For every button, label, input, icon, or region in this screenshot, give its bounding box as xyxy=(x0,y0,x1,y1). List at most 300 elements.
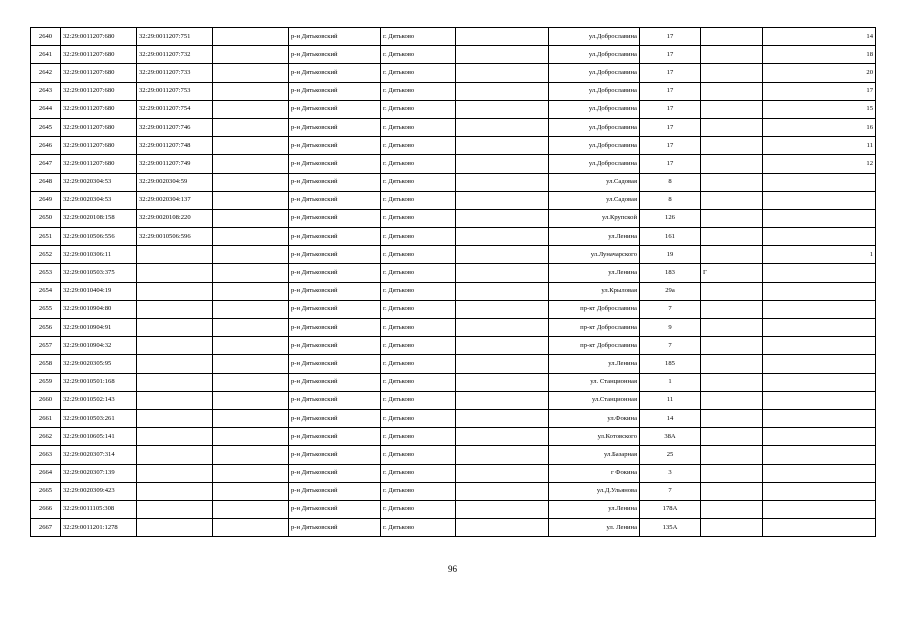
cell-building xyxy=(701,464,763,482)
cell-row-number: 2657 xyxy=(31,337,61,355)
cell-street: ул.Доброславина xyxy=(549,155,640,173)
cell-parent-cadastral-number: 32:29:0010904:80 xyxy=(61,300,137,318)
cell-district: р-н Дятьковский xyxy=(289,409,381,427)
table-row xyxy=(31,409,876,427)
cell-house-number: 17 xyxy=(640,46,701,64)
cell-building xyxy=(701,155,763,173)
cell-locality xyxy=(456,482,549,500)
cell-street: ул.Садовая xyxy=(549,173,640,191)
cell-extra-column xyxy=(213,118,289,136)
cell-locality xyxy=(456,100,549,118)
cell-district: р-н Дятьковский xyxy=(289,264,381,282)
cell-house-number: 8 xyxy=(640,191,701,209)
cell-city: г. Дятьково xyxy=(381,446,456,464)
table-row xyxy=(31,46,876,64)
cell-row-number: 2664 xyxy=(31,464,61,482)
cell-apartment xyxy=(763,355,876,373)
cell-house-number: 126 xyxy=(640,209,701,227)
table-row xyxy=(31,319,876,337)
cell-building xyxy=(701,228,763,246)
cell-building xyxy=(701,300,763,318)
cell-street: ул.Д.Ульянова xyxy=(549,482,640,500)
table-row xyxy=(31,155,876,173)
cell-building xyxy=(701,337,763,355)
cell-district: р-н Дятьковский xyxy=(289,446,381,464)
cell-cadastral-number: 32:29:0011207:753 xyxy=(137,82,213,100)
cell-row-number: 2641 xyxy=(31,46,61,64)
cell-locality xyxy=(456,64,549,82)
cell-parent-cadastral-number: 32:29:0011207:680 xyxy=(61,64,137,82)
cell-city: г. Дятьково xyxy=(381,46,456,64)
cell-district: р-н Дятьковский xyxy=(289,173,381,191)
cell-cadastral-number: 32:29:0011207:751 xyxy=(137,28,213,46)
cell-apartment: 18 xyxy=(763,46,876,64)
cell-city: г. Дятьково xyxy=(381,264,456,282)
table-row xyxy=(31,82,876,100)
cell-city: г. Дятьково xyxy=(381,28,456,46)
cell-street: ул.Луначарского xyxy=(549,246,640,264)
cell-extra-column xyxy=(213,246,289,264)
cell-extra-column xyxy=(213,28,289,46)
cell-apartment: 12 xyxy=(763,155,876,173)
cell-building xyxy=(701,355,763,373)
cell-house-number: 161 xyxy=(640,228,701,246)
cell-apartment xyxy=(763,519,876,537)
cell-district: р-н Дятьковский xyxy=(289,46,381,64)
cell-row-number: 2646 xyxy=(31,137,61,155)
cell-cadastral-number xyxy=(137,428,213,446)
cell-house-number: 17 xyxy=(640,64,701,82)
cell-locality xyxy=(456,282,549,300)
cell-extra-column xyxy=(213,264,289,282)
cell-cadastral-number xyxy=(137,464,213,482)
cell-apartment xyxy=(763,482,876,500)
table-row xyxy=(31,264,876,282)
cell-locality xyxy=(456,319,549,337)
cell-locality xyxy=(456,464,549,482)
cell-district: р-н Дятьковский xyxy=(289,118,381,136)
cell-apartment: 16 xyxy=(763,118,876,136)
cell-district: р-н Дятьковский xyxy=(289,500,381,518)
cell-cadastral-number xyxy=(137,373,213,391)
cell-house-number: 38А xyxy=(640,428,701,446)
table-row xyxy=(31,300,876,318)
cell-district: р-н Дятьковский xyxy=(289,373,381,391)
table-row xyxy=(31,464,876,482)
cell-city: г. Дятьково xyxy=(381,64,456,82)
cell-parent-cadastral-number: 32:29:0011105:308 xyxy=(61,500,137,518)
cell-parent-cadastral-number: 32:29:0011207:680 xyxy=(61,28,137,46)
cell-extra-column xyxy=(213,100,289,118)
cell-parent-cadastral-number: 32:29:0010506:556 xyxy=(61,228,137,246)
cell-parent-cadastral-number: 32:29:0020304:53 xyxy=(61,173,137,191)
cell-cadastral-number xyxy=(137,391,213,409)
cell-cadastral-number xyxy=(137,355,213,373)
cell-cadastral-number xyxy=(137,519,213,537)
cell-city: г. Дятьково xyxy=(381,409,456,427)
cell-house-number: 8 xyxy=(640,173,701,191)
cell-house-number: 17 xyxy=(640,28,701,46)
cell-city: г. Дятьково xyxy=(381,100,456,118)
cell-building xyxy=(701,118,763,136)
cell-district: р-н Дятьковский xyxy=(289,64,381,82)
table-row xyxy=(31,282,876,300)
cell-house-number: 7 xyxy=(640,300,701,318)
cell-cadastral-number: 32:29:0020304:137 xyxy=(137,191,213,209)
cell-house-number: 7 xyxy=(640,337,701,355)
cell-street: ул.Ленина xyxy=(549,264,640,282)
cell-parent-cadastral-number: 32:29:0010404:19 xyxy=(61,282,137,300)
cell-apartment xyxy=(763,173,876,191)
cell-house-number: 9 xyxy=(640,319,701,337)
cell-apartment: 17 xyxy=(763,82,876,100)
cell-parent-cadastral-number: 32:29:0020108:158 xyxy=(61,209,137,227)
cell-locality xyxy=(456,500,549,518)
cell-cadastral-number: 32:29:0011207:733 xyxy=(137,64,213,82)
cell-district: р-н Дятьковский xyxy=(289,300,381,318)
cell-locality xyxy=(456,137,549,155)
cell-cadastral-number: 32:29:0020304:59 xyxy=(137,173,213,191)
cell-extra-column xyxy=(213,319,289,337)
cell-parent-cadastral-number: 32:29:0011207:680 xyxy=(61,46,137,64)
cell-cadastral-number xyxy=(137,300,213,318)
cell-street: пр-кт Доброславина xyxy=(549,337,640,355)
cell-house-number: 11 xyxy=(640,391,701,409)
cell-apartment: 14 xyxy=(763,28,876,46)
cell-district: р-н Дятьковский xyxy=(289,137,381,155)
cell-locality xyxy=(456,446,549,464)
cell-street: ул.Станционная xyxy=(549,391,640,409)
table-body xyxy=(31,28,876,537)
cell-parent-cadastral-number: 32:29:0011207:680 xyxy=(61,155,137,173)
cell-extra-column xyxy=(213,46,289,64)
cell-extra-column xyxy=(213,209,289,227)
cell-parent-cadastral-number: 32:29:0020307:314 xyxy=(61,446,137,464)
cell-city: г. Дятьково xyxy=(381,118,456,136)
cell-street: ул.Базарная xyxy=(549,446,640,464)
cell-building xyxy=(701,82,763,100)
cell-street: ул.Доброславина xyxy=(549,118,640,136)
cell-building xyxy=(701,28,763,46)
cell-row-number: 2648 xyxy=(31,173,61,191)
table-row xyxy=(31,191,876,209)
cell-cadastral-number xyxy=(137,500,213,518)
cell-apartment xyxy=(763,409,876,427)
cell-building xyxy=(701,246,763,264)
table-row xyxy=(31,137,876,155)
cell-street: ул.Ленина xyxy=(549,355,640,373)
cell-district: р-н Дятьковский xyxy=(289,482,381,500)
cell-house-number: 183 xyxy=(640,264,701,282)
cell-house-number: 17 xyxy=(640,82,701,100)
cell-building xyxy=(701,519,763,537)
cell-locality xyxy=(456,246,549,264)
cell-house-number: 185 xyxy=(640,355,701,373)
cell-house-number: 17 xyxy=(640,137,701,155)
cell-extra-column xyxy=(213,300,289,318)
cell-locality xyxy=(456,28,549,46)
cell-parent-cadastral-number: 32:29:0020304:53 xyxy=(61,191,137,209)
cell-building xyxy=(701,319,763,337)
cell-extra-column xyxy=(213,500,289,518)
cell-building xyxy=(701,173,763,191)
cell-cadastral-number: 32:29:0011207:748 xyxy=(137,137,213,155)
cell-locality xyxy=(456,191,549,209)
cell-row-number: 2662 xyxy=(31,428,61,446)
cell-parent-cadastral-number: 32:29:0010904:91 xyxy=(61,319,137,337)
cell-city: г. Дятьково xyxy=(381,391,456,409)
cell-house-number: 3 xyxy=(640,464,701,482)
cell-house-number: 19 xyxy=(640,246,701,264)
cell-row-number: 2647 xyxy=(31,155,61,173)
cell-apartment xyxy=(763,446,876,464)
cell-city: г. Дятьково xyxy=(381,228,456,246)
cell-apartment xyxy=(763,373,876,391)
cell-house-number: 17 xyxy=(640,118,701,136)
cell-cadastral-number xyxy=(137,337,213,355)
cell-district: р-н Дятьковский xyxy=(289,82,381,100)
cell-apartment xyxy=(763,500,876,518)
table-row xyxy=(31,519,876,537)
cell-district: р-н Дятьковский xyxy=(289,428,381,446)
cell-street: ул. Станционная xyxy=(549,373,640,391)
cell-row-number: 2644 xyxy=(31,100,61,118)
cell-building xyxy=(701,500,763,518)
table-row xyxy=(31,373,876,391)
cell-street: ул.Доброславина xyxy=(549,64,640,82)
cell-street: ул.Доброславина xyxy=(549,28,640,46)
cell-district: р-н Дятьковский xyxy=(289,355,381,373)
cell-city: г. Дятьково xyxy=(381,464,456,482)
cell-building xyxy=(701,64,763,82)
cell-apartment xyxy=(763,191,876,209)
cell-street: ул.Котовского xyxy=(549,428,640,446)
cell-parent-cadastral-number: 32:29:0010306:11 xyxy=(61,246,137,264)
cell-row-number: 2650 xyxy=(31,209,61,227)
cell-cadastral-number xyxy=(137,282,213,300)
cell-locality xyxy=(456,82,549,100)
cell-district: р-н Дятьковский xyxy=(289,519,381,537)
cell-city: г. Дятьково xyxy=(381,428,456,446)
cell-district: р-н Дятьковский xyxy=(289,337,381,355)
cell-building xyxy=(701,446,763,464)
cell-cadastral-number: 32:29:0011207:754 xyxy=(137,100,213,118)
cell-street: ул.Крыловая xyxy=(549,282,640,300)
cell-locality xyxy=(456,355,549,373)
cell-locality xyxy=(456,155,549,173)
cell-locality xyxy=(456,228,549,246)
cell-district: р-н Дятьковский xyxy=(289,191,381,209)
cell-extra-column xyxy=(213,337,289,355)
cell-district: р-н Дятьковский xyxy=(289,28,381,46)
table-row xyxy=(31,428,876,446)
cell-parent-cadastral-number: 32:29:0011207:680 xyxy=(61,100,137,118)
cell-city: г. Дятьково xyxy=(381,500,456,518)
cell-district: р-н Дятьковский xyxy=(289,155,381,173)
cell-parent-cadastral-number: 32:29:0010503:261 xyxy=(61,409,137,427)
cell-locality xyxy=(456,46,549,64)
cell-parent-cadastral-number: 32:29:0010904:32 xyxy=(61,337,137,355)
cell-house-number: 14 xyxy=(640,409,701,427)
cell-locality xyxy=(456,519,549,537)
table-row xyxy=(31,337,876,355)
table-row xyxy=(31,118,876,136)
cell-district: р-н Дятьковский xyxy=(289,391,381,409)
cell-district: р-н Дятьковский xyxy=(289,464,381,482)
cell-city: г. Дятьково xyxy=(381,355,456,373)
table-row xyxy=(31,100,876,118)
cell-parent-cadastral-number: 32:29:0011207:680 xyxy=(61,82,137,100)
cell-cadastral-number xyxy=(137,409,213,427)
cell-cadastral-number: 32:29:0020108:220 xyxy=(137,209,213,227)
cell-row-number: 2653 xyxy=(31,264,61,282)
cell-house-number: 135А xyxy=(640,519,701,537)
cell-cadastral-number: 32:29:0011207:732 xyxy=(137,46,213,64)
cell-building xyxy=(701,282,763,300)
table-row xyxy=(31,64,876,82)
cell-parent-cadastral-number: 32:29:0011207:680 xyxy=(61,137,137,155)
cell-apartment: 20 xyxy=(763,64,876,82)
cell-street: ул.Ленина xyxy=(549,228,640,246)
cell-street: ул. Ленина xyxy=(549,519,640,537)
table-row xyxy=(31,355,876,373)
cell-extra-column xyxy=(213,64,289,82)
cell-street: ул.Доброславина xyxy=(549,137,640,155)
cell-parent-cadastral-number: 32:29:0010503:375 xyxy=(61,264,137,282)
cell-extra-column xyxy=(213,482,289,500)
cell-apartment: 11 xyxy=(763,137,876,155)
cell-row-number: 2652 xyxy=(31,246,61,264)
cell-apartment: 15 xyxy=(763,100,876,118)
cell-city: г. Дятьково xyxy=(381,319,456,337)
cell-building xyxy=(701,391,763,409)
cell-row-number: 2661 xyxy=(31,409,61,427)
cell-parent-cadastral-number: 32:29:0010501:168 xyxy=(61,373,137,391)
cell-building: Г xyxy=(701,264,763,282)
cell-house-number: 1 xyxy=(640,373,701,391)
cell-building xyxy=(701,373,763,391)
cell-apartment xyxy=(763,464,876,482)
cell-cadastral-number xyxy=(137,482,213,500)
cell-building xyxy=(701,482,763,500)
cell-street: ул.Садовая xyxy=(549,191,640,209)
cell-extra-column xyxy=(213,282,289,300)
cell-street: ул.Ленина xyxy=(549,500,640,518)
cell-parent-cadastral-number: 32:29:0011201:1278 xyxy=(61,519,137,537)
cell-locality xyxy=(456,391,549,409)
cell-cadastral-number xyxy=(137,446,213,464)
table-row xyxy=(31,209,876,227)
cell-row-number: 2649 xyxy=(31,191,61,209)
cell-row-number: 2658 xyxy=(31,355,61,373)
cell-extra-column xyxy=(213,228,289,246)
cell-cadastral-number xyxy=(137,264,213,282)
cell-district: р-н Дятьковский xyxy=(289,319,381,337)
cell-city: г. Дятьково xyxy=(381,300,456,318)
cell-apartment xyxy=(763,282,876,300)
cell-cadastral-number xyxy=(137,246,213,264)
cell-city: г. Дятьково xyxy=(381,155,456,173)
cell-apartment xyxy=(763,337,876,355)
cell-extra-column xyxy=(213,409,289,427)
cell-parent-cadastral-number: 32:29:0020307:139 xyxy=(61,464,137,482)
cell-locality xyxy=(456,373,549,391)
cell-house-number: 17 xyxy=(640,100,701,118)
cell-street: ул.Доброславина xyxy=(549,100,640,118)
cell-row-number: 2643 xyxy=(31,82,61,100)
table-row xyxy=(31,28,876,46)
cell-city: г. Дятьково xyxy=(381,173,456,191)
cell-district: р-н Дятьковский xyxy=(289,246,381,264)
table-row xyxy=(31,173,876,191)
cell-row-number: 2659 xyxy=(31,373,61,391)
cell-building xyxy=(701,137,763,155)
cell-street: ул.Фокина xyxy=(549,409,640,427)
cell-row-number: 2663 xyxy=(31,446,61,464)
cell-city: г. Дятьково xyxy=(381,373,456,391)
cell-city: г. Дятьково xyxy=(381,137,456,155)
table-row xyxy=(31,228,876,246)
cell-building xyxy=(701,409,763,427)
cell-apartment xyxy=(763,264,876,282)
cell-house-number: 17 xyxy=(640,155,701,173)
cell-city: г. Дятьково xyxy=(381,337,456,355)
cell-extra-column xyxy=(213,428,289,446)
cell-row-number: 2656 xyxy=(31,319,61,337)
cell-locality xyxy=(456,264,549,282)
cell-district: р-н Дятьковский xyxy=(289,282,381,300)
cell-house-number: 25 xyxy=(640,446,701,464)
cell-apartment xyxy=(763,391,876,409)
cell-row-number: 2660 xyxy=(31,391,61,409)
cell-row-number: 2666 xyxy=(31,500,61,518)
registry-table xyxy=(30,27,876,537)
table-row xyxy=(31,482,876,500)
cell-apartment xyxy=(763,209,876,227)
cell-street: г Фокина xyxy=(549,464,640,482)
cell-city: г. Дятьково xyxy=(381,246,456,264)
cell-locality xyxy=(456,118,549,136)
cell-city: г. Дятьково xyxy=(381,191,456,209)
cell-row-number: 2640 xyxy=(31,28,61,46)
cell-cadastral-number xyxy=(137,319,213,337)
cell-house-number: 29а xyxy=(640,282,701,300)
cell-parent-cadastral-number: 32:29:0010605:141 xyxy=(61,428,137,446)
cell-building xyxy=(701,209,763,227)
cell-locality xyxy=(456,173,549,191)
table-row xyxy=(31,446,876,464)
cell-extra-column xyxy=(213,173,289,191)
table-row xyxy=(31,246,876,264)
cell-extra-column xyxy=(213,373,289,391)
cell-house-number: 7 xyxy=(640,482,701,500)
cell-street: ул.Крупской xyxy=(549,209,640,227)
cell-parent-cadastral-number: 32:29:0011207:680 xyxy=(61,118,137,136)
cell-row-number: 2665 xyxy=(31,482,61,500)
cell-building xyxy=(701,46,763,64)
cell-extra-column xyxy=(213,464,289,482)
cell-apartment xyxy=(763,228,876,246)
cell-row-number: 2667 xyxy=(31,519,61,537)
cell-street: пр-кт Доброславина xyxy=(549,300,640,318)
cell-apartment: 1 xyxy=(763,246,876,264)
cell-extra-column xyxy=(213,519,289,537)
cell-street: ул.Доброславина xyxy=(549,82,640,100)
cell-extra-column xyxy=(213,355,289,373)
cell-district: р-н Дятьковский xyxy=(289,100,381,118)
cell-row-number: 2654 xyxy=(31,282,61,300)
cell-extra-column xyxy=(213,155,289,173)
